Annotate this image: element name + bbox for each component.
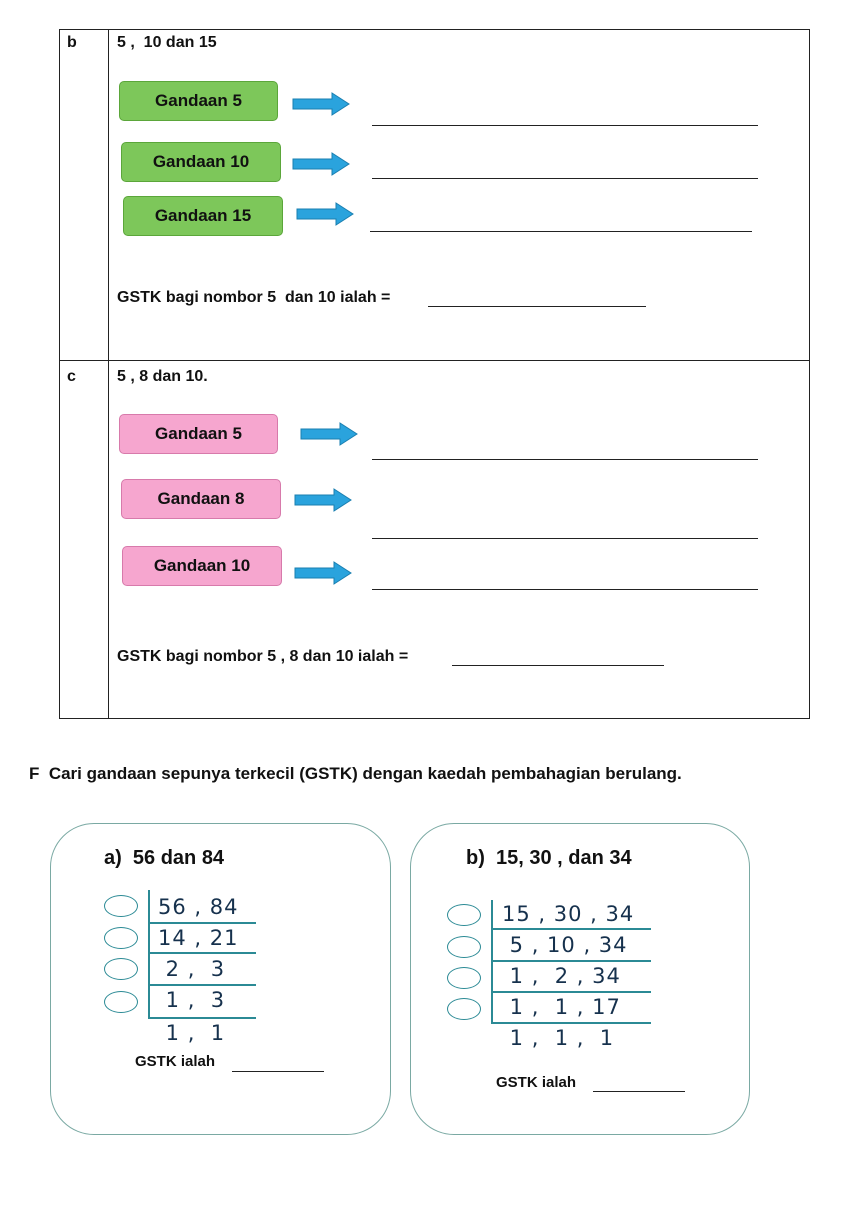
division-bracket xyxy=(148,890,150,1018)
row-c-multiple-10-box: Gandaan 10 xyxy=(122,546,282,586)
row-c-gstk-text: GSTK bagi nombor 5 , 8 dan 10 ialah = xyxy=(117,648,409,665)
divisor-circle[interactable] xyxy=(447,998,481,1020)
answer-line[interactable] xyxy=(372,178,758,179)
card-b-title: b) 15, 30 , dan 34 xyxy=(466,847,632,869)
arrow-right-icon xyxy=(294,560,352,586)
row-c-numbers: 5 , 8 dan 10. xyxy=(117,368,208,385)
ladder-row: 1 , 1 xyxy=(158,1021,226,1045)
ladder-row: 1 , 1 , 17 xyxy=(502,995,621,1019)
arrow-right-icon xyxy=(292,91,350,117)
row-c-label: c xyxy=(67,368,76,385)
divisor-circle[interactable] xyxy=(104,958,138,980)
gstk-answer-line[interactable] xyxy=(452,665,664,666)
ladder-row: 56 , 84 xyxy=(158,895,239,919)
table-row-divider xyxy=(59,360,810,361)
card-a-title: a) 56 dan 84 xyxy=(104,847,225,869)
row-b-numbers: 5 , 10 dan 15 xyxy=(117,34,217,51)
division-bracket xyxy=(491,900,493,1024)
row-b-multiple-10-box: Gandaan 10 xyxy=(121,142,281,182)
arrow-right-icon xyxy=(300,421,358,447)
row-b-label: b xyxy=(67,34,77,51)
gstk-answer-line[interactable] xyxy=(593,1091,685,1092)
card-b-ladder xyxy=(502,900,634,1052)
card-a-gstk-label: GSTK ialah xyxy=(135,1053,216,1070)
answer-line[interactable] xyxy=(372,125,758,126)
divisor-circle[interactable] xyxy=(447,967,481,989)
ladder-row: 1 , 1 , 1 xyxy=(502,1026,615,1050)
answer-line[interactable] xyxy=(372,589,758,590)
divisor-circle[interactable] xyxy=(447,904,481,926)
ladder-row: 15 , 30 , 34 xyxy=(502,902,635,926)
card-a-ladder xyxy=(158,893,238,1047)
divisor-circle[interactable] xyxy=(447,936,481,958)
arrow-right-icon xyxy=(294,487,352,513)
ladder-row: 1 , 3 xyxy=(158,988,226,1012)
arrow-right-icon xyxy=(296,201,354,227)
answer-line[interactable] xyxy=(370,231,752,232)
ladder-row: 1 , 2 , 34 xyxy=(502,964,621,988)
gstk-answer-line[interactable] xyxy=(428,306,646,307)
row-b-multiple-15-box: Gandaan 15 xyxy=(123,196,283,236)
card-b-gstk-label: GSTK ialah xyxy=(496,1074,577,1091)
ladder-row: 14 , 21 xyxy=(158,926,239,950)
divisor-circle[interactable] xyxy=(104,895,138,917)
section-f-heading: F Cari gandaan sepunya terkecil (GSTK) dengan kaedah pembahagian berulang. xyxy=(29,764,682,783)
answer-line[interactable] xyxy=(372,459,758,460)
row-c-multiple-5-box: Gandaan 5 xyxy=(119,414,278,454)
ladder-row: 5 , 10 , 34 xyxy=(502,933,628,957)
divisor-circle[interactable] xyxy=(104,991,138,1013)
row-c-multiple-8-box: Gandaan 8 xyxy=(121,479,281,519)
divisor-circle[interactable] xyxy=(104,927,138,949)
ladder-row: 2 , 3 xyxy=(158,957,226,981)
row-b-gstk-text: GSTK bagi nombor 5 dan 10 ialah = xyxy=(117,289,391,306)
table-column-divider xyxy=(108,29,109,719)
arrow-right-icon xyxy=(292,151,350,177)
answer-line[interactable] xyxy=(372,538,758,539)
row-b-multiple-5-box: Gandaan 5 xyxy=(119,81,278,121)
gstk-answer-line[interactable] xyxy=(232,1071,324,1072)
